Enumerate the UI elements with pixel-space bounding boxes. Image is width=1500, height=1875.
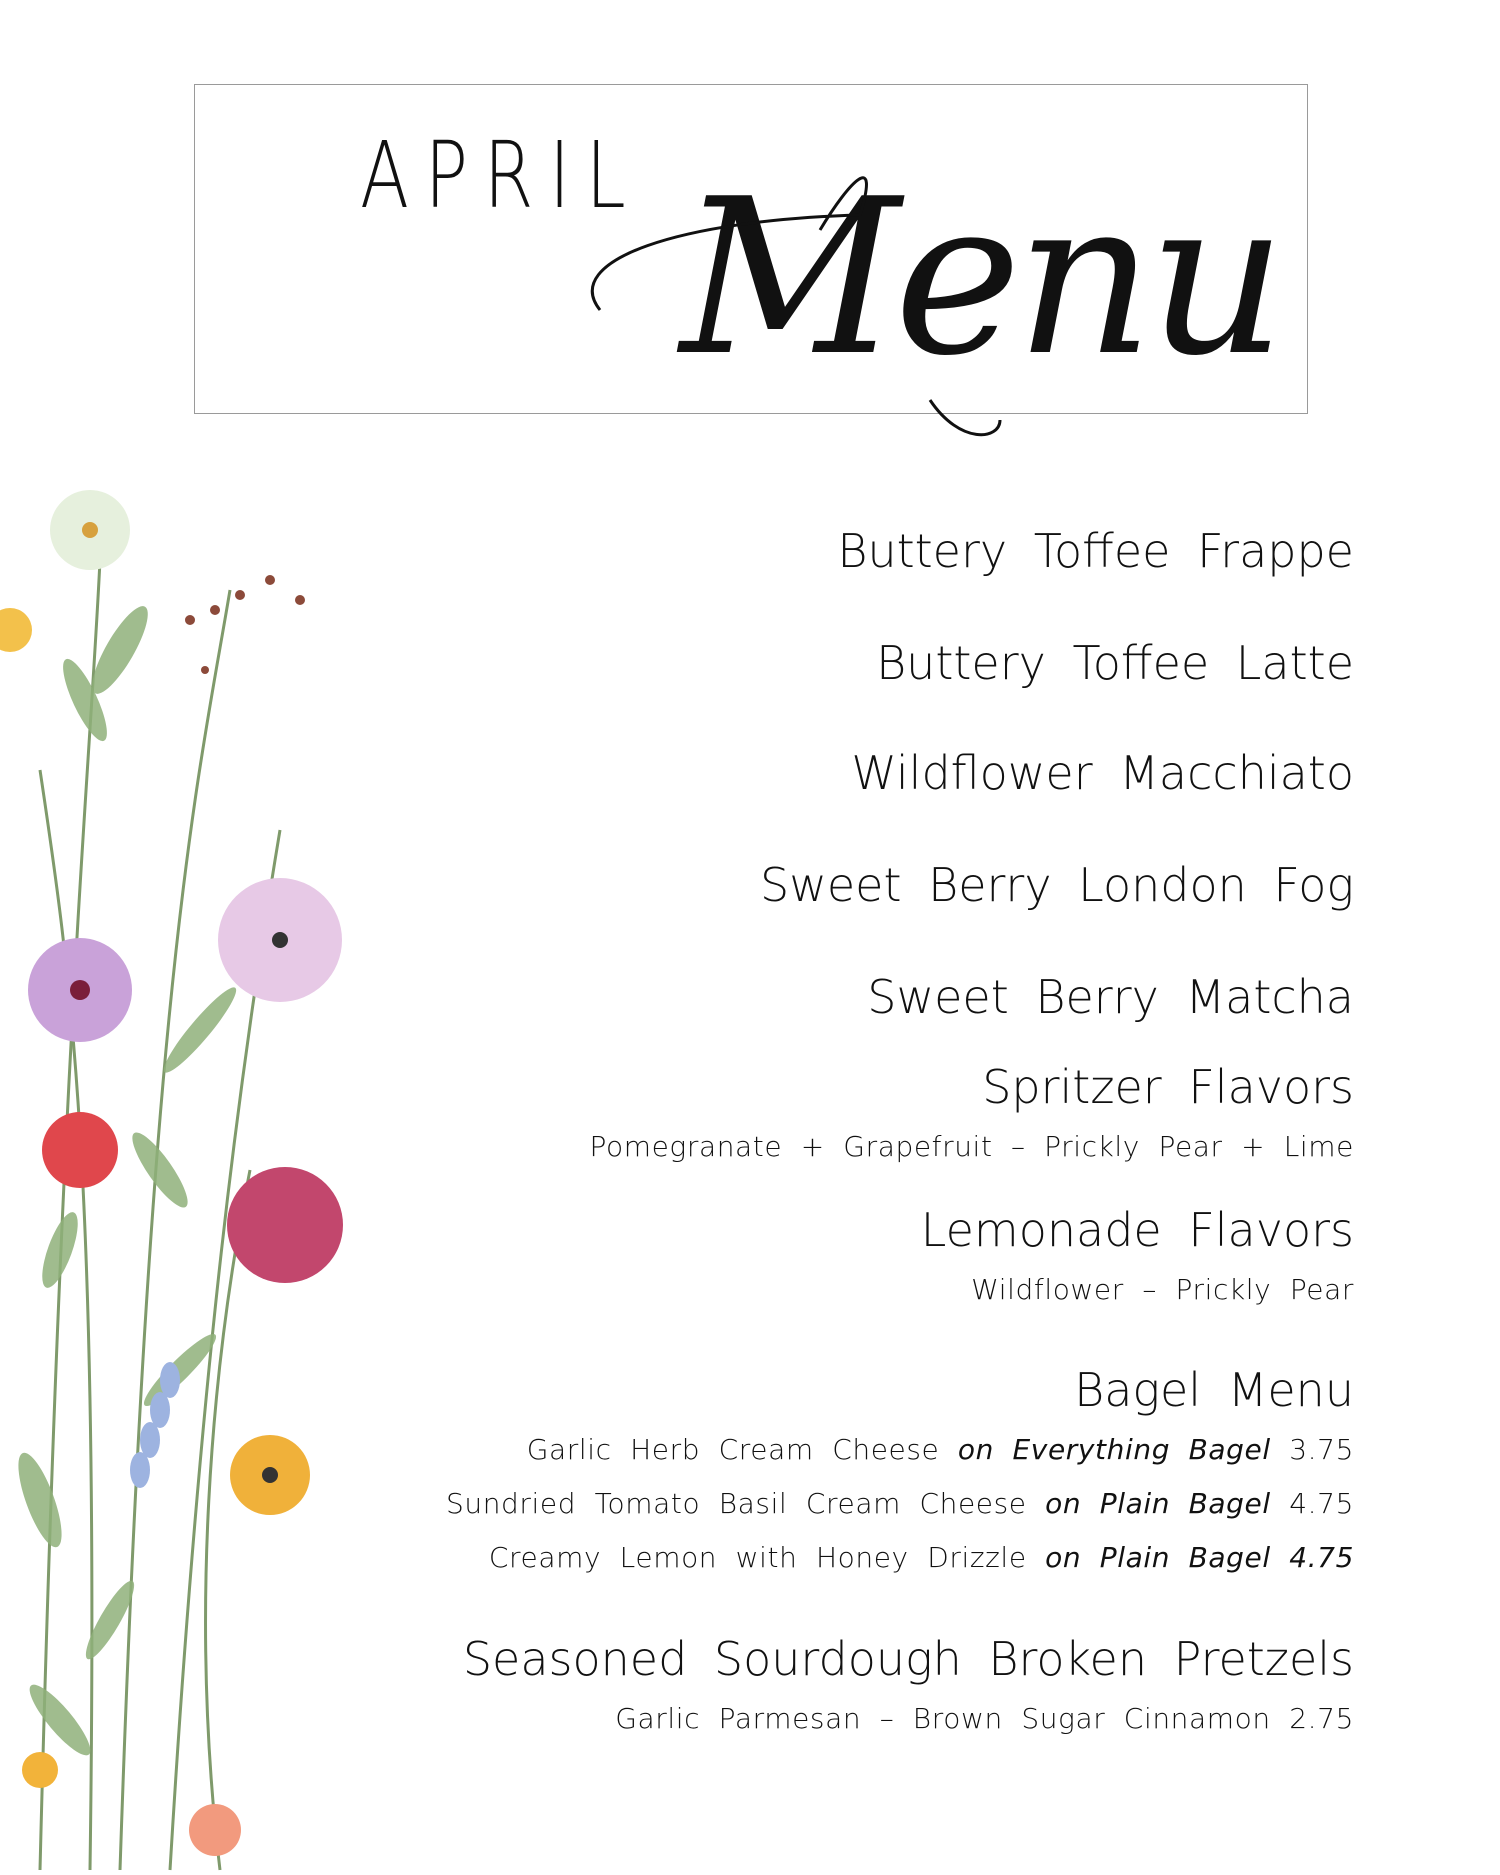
drink-item: Sweet Berry Matcha: [867, 970, 1354, 1024]
bagel-price: 4.75: [1289, 1487, 1354, 1520]
drink-item: Sweet Berry London Fog: [760, 858, 1354, 912]
bagel-type: on Plain Bagel 4.75: [1045, 1541, 1354, 1574]
lemonade-heading: Lemonade Flavors: [920, 1203, 1354, 1257]
drink-item: Buttery Toffee Frappe: [837, 524, 1354, 578]
pretzel-details: Garlic Parmesan – Brown Sugar Cinnamon 2.75: [615, 1702, 1354, 1735]
spritzer-heading: Spritzer Flavors: [982, 1060, 1354, 1114]
lemonade-flavors: Wildflower – Prickly Pear: [971, 1273, 1354, 1306]
bagel-type: on Plain Bagel: [1045, 1487, 1271, 1520]
bagel-item: [446, 1487, 1354, 1520]
drink-item: Wildflower Macchiato: [851, 746, 1354, 800]
bagel-spread: Garlic Herb Cream Cheese: [526, 1433, 940, 1466]
title-april: APRIL: [360, 122, 642, 229]
bagel-heading: Bagel Menu: [1074, 1363, 1354, 1417]
bagel-spread: Sundried Tomato Basil Cream Cheese: [445, 1487, 1027, 1520]
title-menu-script: Menu: [680, 152, 1281, 403]
pretzel-heading: Seasoned Sourdough Broken Pretzels: [462, 1632, 1354, 1686]
bagel-spread: Creamy Lemon with Honey Drizzle: [488, 1541, 1027, 1574]
spritzer-flavors: Pomegranate + Grapefruit – Prickly Pear + Lime: [589, 1130, 1354, 1163]
watercolor-floral-illustration: [0, 470, 380, 1875]
bagel-item: [527, 1433, 1354, 1466]
bagel-item: [489, 1541, 1354, 1574]
bagel-type: on Everything Bagel: [957, 1433, 1271, 1466]
bagel-price: 3.75: [1289, 1433, 1354, 1466]
drink-item: Buttery Toffee Latte: [876, 636, 1354, 690]
